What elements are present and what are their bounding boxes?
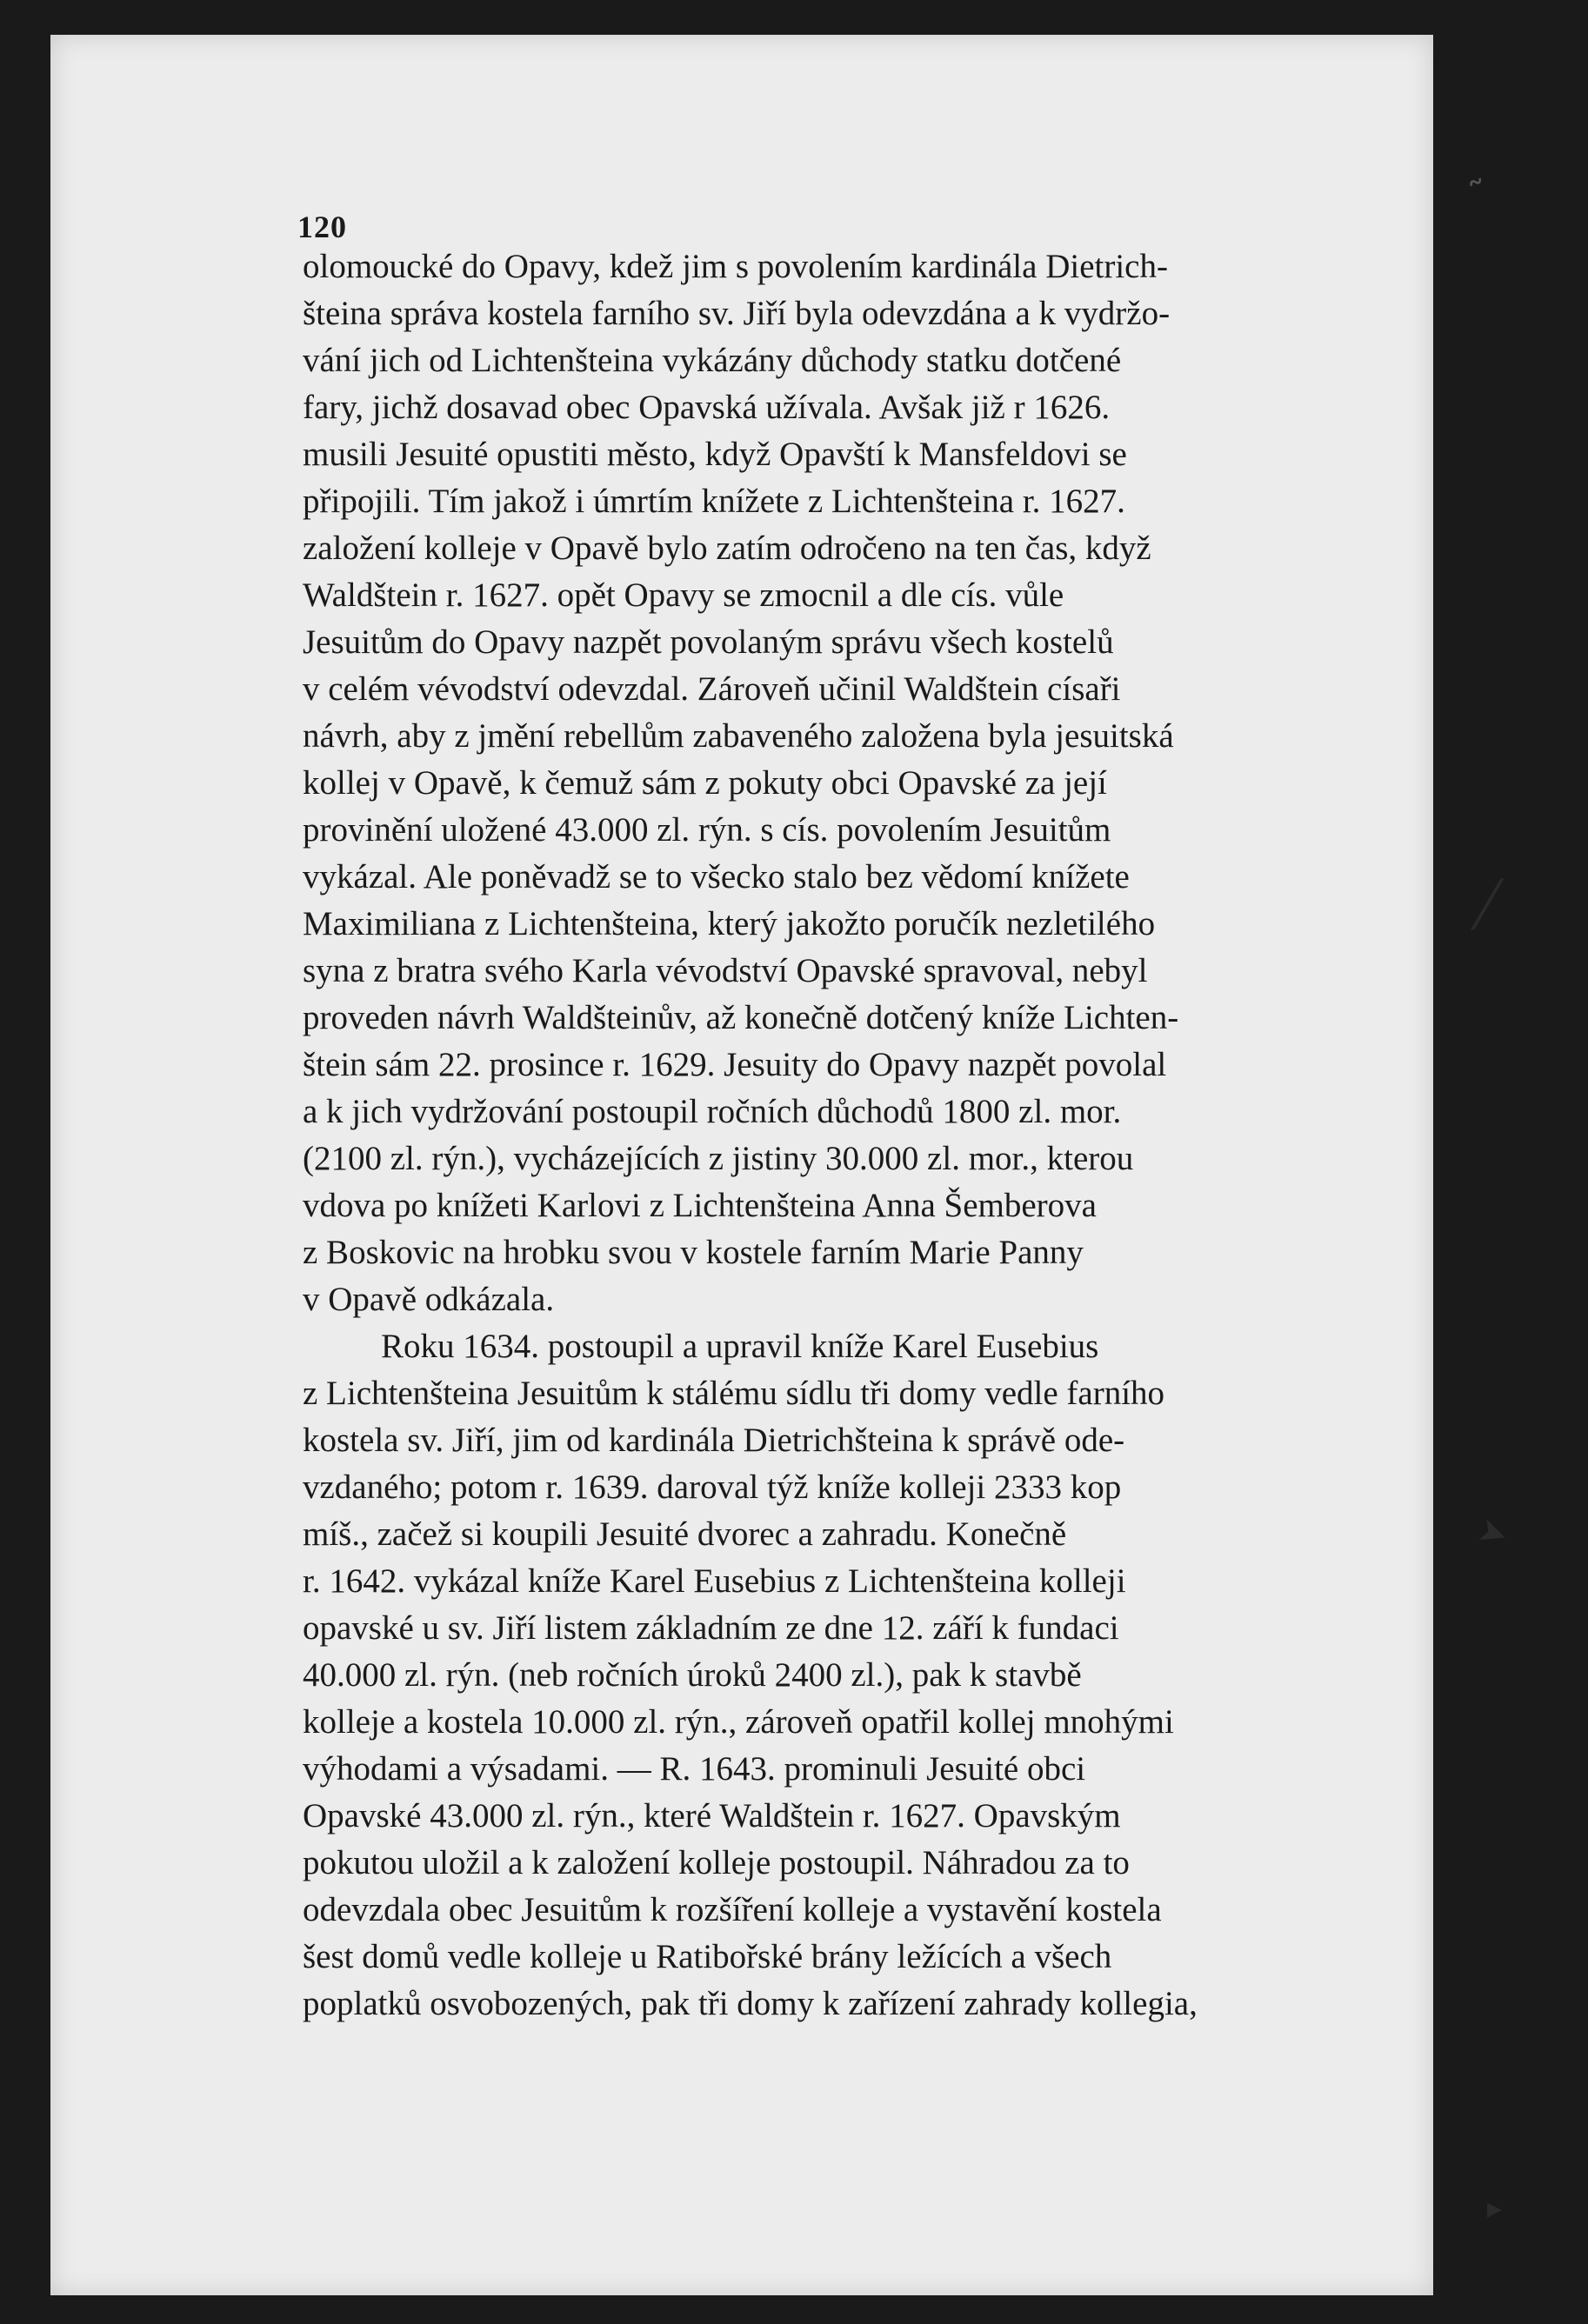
text-line: Opavské 43.000 zl. rýn., které Waldštein r. 1627. Opavským (303, 1797, 1121, 1835)
text-line: syna z bratra svého Karla vévodství Opavské spravoval, nebyl (303, 952, 1148, 989)
text-line: 40.000 zl. rýn. (neb ročních úroků 2400 zl.), pak k stavbě (303, 1656, 1082, 1694)
text-line: kostela sv. Jiří, jim od kardinála Dietrichšteina k správě ode- (303, 1422, 1125, 1459)
text-line: a k jich vydržování postoupil ročních důchodů 1800 zl. mor. (303, 1093, 1122, 1130)
scan-artifact-mark: ➤ (1472, 1508, 1514, 1557)
text-line: kolleje a kostela 10.000 zl. rýn., zároveň opatřil kollej mnohými (303, 1703, 1174, 1741)
text-line: štein sám 22. prosince r. 1629. Jesuity do Opavy nazpět povolal (303, 1046, 1167, 1083)
text-line: vání jich od Lichtenšteina vykázány důchody statku dotčené (303, 342, 1122, 379)
text-line: (2100 zl. rýn.), vycházejících z jistiny 30.000 zl. mor., kterou (303, 1140, 1134, 1177)
text-line: návrh, aby z jmění rebellům zabaveného založena byla jesuitská (303, 717, 1174, 755)
text-line: založení kolleje v Opavě bylo zatím odročeno na ten čas, když (303, 529, 1151, 567)
text-line: šteina správa kostela farního sv. Jiří byla odevzdána a k vydržo- (303, 295, 1171, 332)
text-line: Maximiliana z Lichtenšteina, který jakožto poručík nezletilého (303, 905, 1156, 942)
text-line: provinění uložené 43.000 zl. rýn. s cís. povolením Jesuitům (303, 811, 1111, 849)
text-line: vykázal. Ale poněvadž se to všecko stalo bez vědomí knížete (303, 858, 1130, 896)
text-line: šest domů vedle kolleje u Ratibořské brány ležících a všech (303, 1938, 1112, 1975)
text-line: v celém vévodství odevzdal. Zároveň učinil Waldštein císaři (303, 670, 1121, 708)
paragraph-start-line: Roku 1634. postoupil a upravil kníže Karel Eusebius (381, 1328, 1099, 1365)
text-line: olomoucké do Opavy, kdež jim s povolením kardinála Dietrich- (303, 248, 1168, 285)
text-line: v Opavě odkázala. (303, 1281, 555, 1318)
text-line: proveden návrh Waldšteinův, až konečně dotčený kníže Lichten- (303, 999, 1179, 1036)
scan-artifact-mark: ⟋ (1460, 866, 1515, 944)
text-line: vzdaného; potom r. 1639. daroval týž kníže kolleji 2333 kop (303, 1468, 1122, 1506)
scan-artifact-mark: ˜ (1464, 172, 1495, 220)
text-line: výhodami a výsadami. — R. 1643. prominuli Jesuité obci (303, 1750, 1086, 1788)
text-line: r. 1642. vykázal kníže Karel Eusebius z Lichtenšteina kolleji (303, 1562, 1126, 1600)
text-line: musili Jesuité opustiti město, když Opavští k Mansfeldovi se (303, 436, 1127, 473)
text-line: odevzdala obec Jesuitům k rozšíření kolleje a vystavění kostela (303, 1891, 1162, 1928)
text-line: kollej v Opavě, k čemuž sám z pokuty obci Opavské za její (303, 764, 1107, 802)
body-text (303, 243, 1346, 2028)
text-line: poplatků osvobozených, pak tři domy k zařízení zahrady kollegia, (303, 1985, 1198, 2022)
text-line: Waldštein r. 1627. opět Opavy se zmocnil a dle cís. vůle (303, 576, 1064, 614)
text-line: opavské u sv. Jiří listem základním ze dne 12. září k fundaci (303, 1609, 1119, 1647)
page-number: 120 (297, 210, 347, 244)
scan-artifact-mark: ▸ (1487, 2191, 1503, 2226)
text-line: Jesuitům do Opavy nazpět povolaným správu všech kostelů (303, 623, 1114, 661)
text-line: vdova po knížeti Karlovi z Lichtenšteina Anna Šemberova (303, 1187, 1097, 1224)
text-line: z Boskovic na hrobku svou v kostele farním Marie Panny (303, 1234, 1084, 1271)
text-line: fary, jichž dosavad obec Opavská užívala. Avšak již r 1626. (303, 389, 1111, 426)
text-line: pokutou uložil a k založení kolleje postoupil. Náhradou za to (303, 1844, 1130, 1881)
text-line: z Lichtenšteina Jesuitům k stálému sídlu tři domy vedle farního (303, 1375, 1165, 1412)
text-line: míš., začež si koupili Jesuité dvorec a zahradu. Konečně (303, 1515, 1067, 1553)
text-line: připojili. Tím jakož i úmrtím knížete z Lichtenšteina r. 1627. (303, 483, 1125, 520)
